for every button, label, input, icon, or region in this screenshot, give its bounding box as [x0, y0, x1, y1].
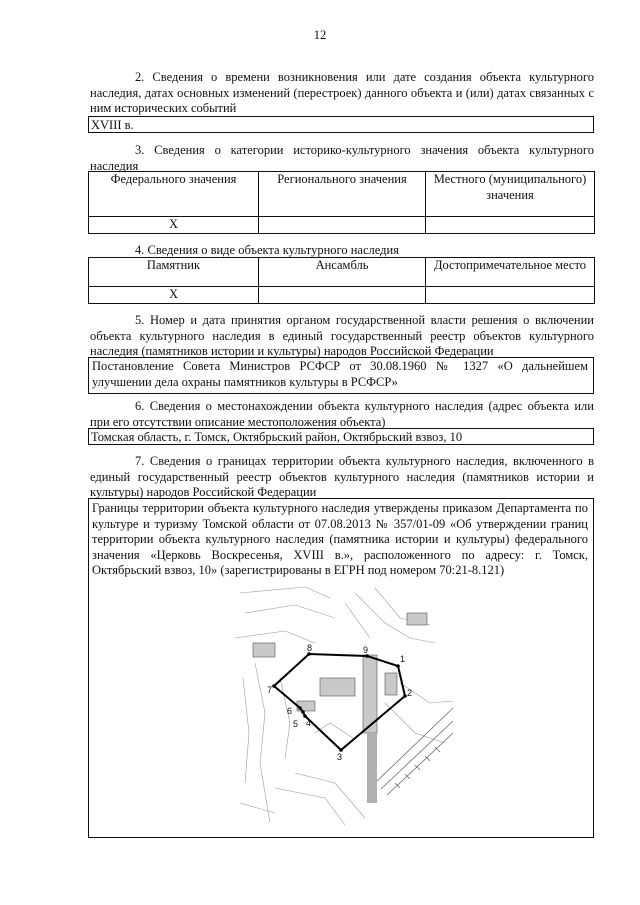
- vertex-label-7: 7: [267, 685, 273, 695]
- sec3-mark-local: [426, 217, 595, 234]
- sec2-heading: 2. Сведения о времени возникновения или дате создания объекта культурного наследия, датах основных изменений (перестроек) данного объекта и (или) датах связанных с ним исторических событий: [90, 70, 594, 115]
- sec7-value: Границы территории объекта культурного наследия утверждены приказом Департамента по культуре и туризму Томской области от 07.08.2013 № 357/01-09 «Об утверждении границ территории объекта культурного наследия (памятника истории и культуры) федерального значения «Церковь Воскресенья, XVIII в.», расположенного по адресу: г. Томск, Октябрьский взвоз, 10» (зарегистрированы в ЕГРН под номером 70:21-8.121): [92, 501, 588, 577]
- sec6-value: Томская область, г. Томск, Октябрьский район, Октябрьский взвоз, 10: [91, 430, 463, 444]
- sec7-heading: 7. Сведения о границах территории объекта культурного наследия, включенного в единый государственный реестр объектов культурного наследия (памятников истории и культуры) народов Российской Федерации: [90, 454, 594, 499]
- vertex-label-8: 8: [307, 643, 313, 653]
- sec4-mark-place: [426, 287, 595, 304]
- sec3-category-table: [88, 171, 595, 234]
- sec6-heading: 6. Сведения о местонахождении объекта культурного наследия (адрес объекта или при его отсутствии описание местоположения объекта): [90, 399, 594, 429]
- map-hatch-area: [367, 733, 377, 803]
- sec3-mark-row: [89, 217, 595, 234]
- sec3-col-local: Местного (муниципального) значения: [426, 172, 595, 217]
- vertex-label-2: 2: [407, 688, 413, 698]
- sec4-mark-monument: X: [89, 287, 259, 304]
- sec4-col-monument: Памятник: [89, 258, 259, 287]
- vertex-label-4: 4: [306, 718, 312, 728]
- sec3-col-regional: Регионального значения: [259, 172, 426, 217]
- sec5-value-box: [88, 357, 594, 394]
- sec4-heading: 4. Сведения о виде объекта культурного наследия: [135, 243, 399, 257]
- sec4-mark-row: [89, 287, 595, 304]
- sec3-header-row: [89, 172, 595, 217]
- sec3-heading: 3. Сведения о категории историко-культурного значения объекта культурного наследия: [90, 143, 594, 173]
- sec3-mark-federal: X: [89, 217, 259, 234]
- sec3-mark-regional: [259, 217, 426, 234]
- sec5-value: Постановление Совета Министров РСФСР от 30.08.1960 № 1327 «О дальнейшем улучшении дела охраны памятников культуры в РСФСР»: [92, 359, 588, 389]
- sec2-value: XVIII в.: [91, 118, 134, 132]
- vertex-label-1: 1: [400, 654, 406, 664]
- sec4-col-ensemble: Ансамбль: [259, 258, 426, 287]
- vertex-label-9: 9: [363, 645, 369, 655]
- sec4-mark-ensemble: [259, 287, 426, 304]
- sec4-col-place: Достопримечательное место: [426, 258, 595, 287]
- page-number: 12: [313, 28, 327, 42]
- vertex-label-6: 6: [287, 706, 293, 716]
- sec5-heading: 5. Номер и дата принятия органом государственной власти решения о включении объекта культурного наследия в единый государственный реестр объектов культурного наследия (памятников истории и культуры) народов Российской Федерации: [90, 313, 594, 358]
- sec6-value-box: [88, 428, 594, 445]
- sec3-col-federal: Федерального значения: [89, 172, 259, 217]
- territory-boundary-map: [235, 583, 455, 825]
- sec4-type-table: [88, 257, 595, 304]
- map-svg: [235, 583, 455, 825]
- sec2-value-box: [88, 116, 594, 133]
- vertex-label-5: 5: [293, 719, 299, 729]
- sec4-header-row: [89, 258, 595, 287]
- vertex-label-3: 3: [337, 752, 343, 762]
